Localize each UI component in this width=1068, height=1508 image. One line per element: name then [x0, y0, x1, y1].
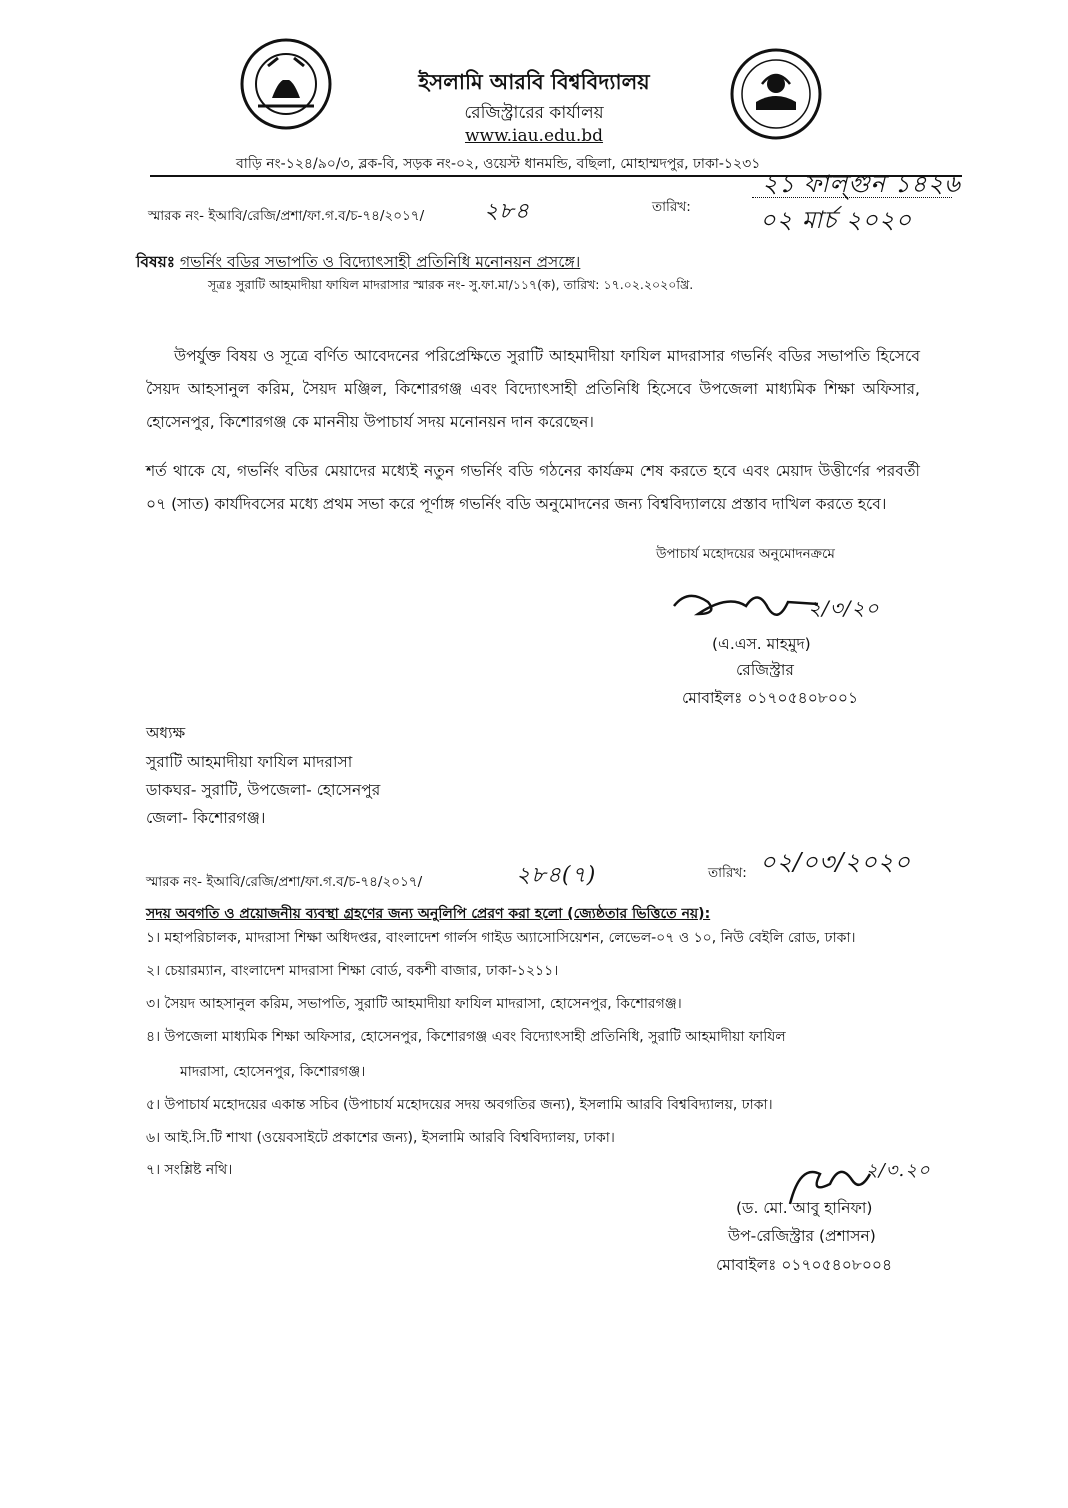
copy-item-5: ৫। উপাচার্য মহোদয়ের একান্ত সচিব (উপাচার্য মহোদয়ের সদয় অবগতির জন্য), ইসলামি আরবি বিশ্ববিদ্যালয়, ঢাকা।	[146, 1097, 773, 1113]
deputy-signature-date: ২/৩.২০	[866, 1160, 931, 1181]
registrar-name: (এ.এস. মাহমুদ)	[712, 635, 811, 653]
registrar-mobile: মোবাইলঃ ০১৭০৫৪০৮০০১	[682, 689, 859, 707]
copy-item-1: ১। মহাপরিচালক, মাদরাসা শিক্ষা অধিদপ্তর, বাংলাদেশ গার্লস গাইড অ্যাসোসিয়েশন, লেভেল-০৭ ও ১০, নিউ বেইলি রোড, ঢাকা।	[146, 930, 856, 946]
university-name: ইসলামি আরবি বিশ্ববিদ্যালয়	[418, 70, 650, 94]
copy-item-4-cont: মাদরাসা, হোসেনপুর, কিশোরগঞ্জ।	[180, 1064, 366, 1080]
website-link[interactable]: www.iau.edu.bd	[464, 126, 604, 146]
registrar-title: রেজিস্ট্রার	[736, 661, 794, 679]
copy-item-6: ৬। আই.সি.টি শাখা (ওয়েবসাইটে প্রকাশের জন্য), ইসলামি আরবি বিশ্ববিদ্যালয়, ঢাকা।	[146, 1130, 615, 1146]
copy-item-4: ৪। উপজেলা মাধ্যমিক শিক্ষা অফিসার, হোসেনপুর, কিশোরগঞ্জ এবং বিদ্যোৎসাহী প্রতিনিধি, সুরাটি আহমাদীয়া ফাযিল	[146, 1029, 786, 1045]
subject-line	[136, 250, 580, 276]
memo-ref-number: ২৮৪	[484, 199, 530, 224]
recipient-line-4: জেলা- কিশোরগঞ্জ।	[146, 809, 266, 827]
deputy-registrar-name: (ড. মো. আবু হানিফা)	[736, 1199, 873, 1217]
memo2-date-label: তারিখ:	[708, 865, 747, 881]
recipient-line-2: সুরাটি আহমাদীয়া ফাযিল মাদরাসা	[146, 753, 353, 771]
registrar-signature-date: ২/৩/২০	[808, 596, 880, 620]
recipient-line-3: ডাকঘর- সুরাটি, উপজেলা- হোসেনপুর	[146, 781, 381, 799]
copy-item-3: ৩। সৈয়দ আহসানুল করিম, সভাপতি, সুরাটি আহমাদীয়া ফাযিল মাদরাসা, হোসেনপুর, কিশোরগঞ্জ।	[146, 996, 682, 1012]
recipient-line-1: অধ্যক্ষ	[146, 724, 186, 742]
office-name: রেজিস্ট্রারের কার্যালয়	[464, 103, 604, 123]
approval-text: উপাচার্য মহোদয়ের অনুমোদনক্রমে	[656, 546, 835, 562]
address-line: বাড়ি নং-১২৪/৯০/৩, ব্লক-বি, সড়ক নং-০২, ওয়েস্ট ধানমন্ডি, বছিলা, মোহাম্মদপুর, ঢাকা-১২৩১	[236, 156, 761, 172]
memo-date-greg: ০২ মার্চ ২০২০	[760, 206, 913, 234]
memo-ref-label: স্মারক নং- ইআবি/রেজি/প্রশা/ফা.গ.ব/চ-৭৪/২০১৭/	[148, 208, 425, 224]
memo2-date: ০২/০৩/২০২০	[760, 848, 912, 876]
memo2-ref-number: ২৮৪(৭)	[516, 863, 597, 888]
memo-date-label: তারিখ:	[652, 199, 691, 215]
deputy-registrar-title: উপ-রেজিস্ট্রার (প্রশাসন)	[728, 1227, 876, 1245]
copy-item-2: ২। চেয়ারম্যান, বাংলাদেশ মাদরাসা শিক্ষা বোর্ড, বকশী বাজার, ঢাকা-১২১১।	[146, 963, 559, 979]
memo2-ref-label: স্মারক নং- ইআবি/রেজি/প্রশা/ফা.গ.ব/চ-৭৪/২০১৭/	[146, 874, 423, 890]
subject-label: বিষয়ঃ	[136, 253, 176, 271]
date-dotted-line	[752, 197, 952, 198]
memo-date-bangla: ২১ ফাল্গুন ১৪২৬	[762, 170, 961, 198]
subject-source: সূত্রঃ সুরাটি আহমাদীয়া ফাযিল মাদরাসার স্মারক নং- সু.ফা.মা/১১৭(ক), তারিখ: ১৭.০২.২০২০খ্রি.	[208, 277, 694, 292]
body-paragraph-1: উপর্যুক্ত বিষয় ও সূত্রে বর্ণিত আবেদনের পরিপ্রেক্ষিতে সুরাটি আহমাদীয়া ফাযিল মাদরাসার গভর্নিং বডির সভাপতি হিসেবে সৈয়দ আহসানুল করিম, সৈয়দ মঞ্জিল, কিশোরগঞ্জ এবং বিদ্যোৎসাহী প্রতিনিধি হিসেবে উপজেলা মাধ্যমিক শিক্ষা অফিসার, হোসেনপুর, কিশোরগঞ্জ কে মাননীয় উপাচার্য সদয় মনোনয়ন দান করেছেন।	[146, 347, 920, 431]
deputy-registrar-mobile: মোবাইলঃ ০১৭০৫৪০৮০০৪	[716, 1256, 893, 1274]
copy-heading: সদয় অবগতি ও প্রয়োজনীয় ব্যবস্থা গ্রহণের জন্য অনুলিপি প্রেরণ করা হলো (জ্যেষ্ঠতার ভিত্তিতে নয়):	[146, 906, 711, 922]
copy-item-7: ৭। সংশ্লিষ্ট নথি।	[146, 1162, 233, 1178]
body-paragraph-2: শর্ত থাকে যে, গভর্নিং বডির মেয়াদের মধ্যেই নতুন গভর্নিং বডি গঠনের কার্যক্রম শেষ করতে হবে এবং মেয়াদ উত্তীর্ণের পরবর্তী ০৭ (সাত) কার্যদিবসের মধ্যে প্রথম সভা করে পূর্ণাঙ্গ গভর্নিং বডি অনুমোদনের জন্য বিশ্ববিদ্যালয়ে প্রস্তাব দাখিল করতে হবে।	[146, 462, 920, 513]
subject-text: গভর্নিং বডির সভাপতি ও বিদ্যোৎসাহী প্রতিনিধি মনোনয়ন প্রসঙ্গে।	[179, 253, 581, 271]
